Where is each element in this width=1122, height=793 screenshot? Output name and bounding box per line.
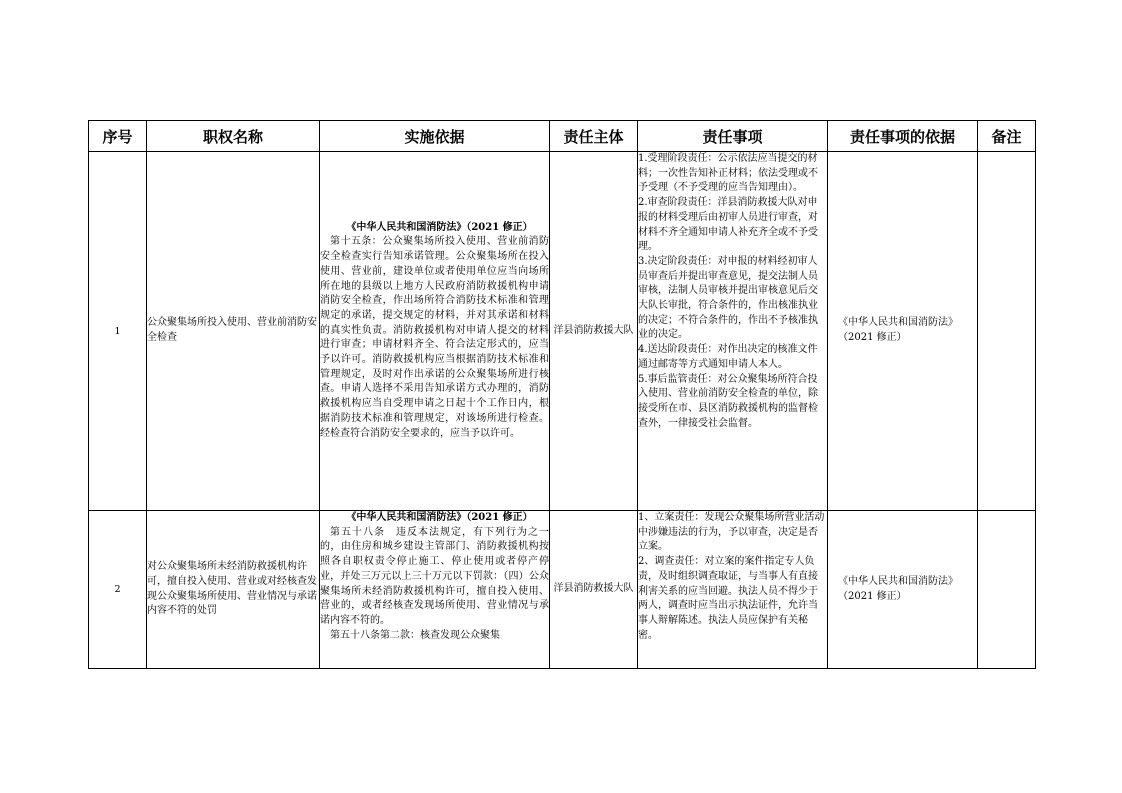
row-power-name: 对公众聚集场所未经消防救援机构许可，擅自投入使用、营业或对经核查发现公众聚集场所使用、营业情况与承诺内容不符的处罚 xyxy=(147,511,320,669)
basis-article-text: 第五十八条第二款：核查发现公众聚集 xyxy=(330,629,500,641)
header-index: 序号 xyxy=(89,121,147,152)
row-basis xyxy=(320,152,550,511)
row-note xyxy=(978,152,1036,511)
row-index: 1 xyxy=(89,152,147,511)
basis-law-title: 《中华人民共和国消防法》（2021 修正） xyxy=(346,221,533,233)
duty-item: 1、立案责任：发现公众聚集场所营业活动中涉嫌违法的行为，予以审查，决定是否立案。 xyxy=(638,512,825,553)
basis-article-text: 第五十八条 违反本法规定，有下列行为之一的，由住房和城乡建设主管部门、消防救援机构按照各自职权责令停止施工、停止使用或者停产停业，并处三万元以上三十万元以下罚款：（四）公众聚集场所未经消防救援机构许可，擅自投入使用、营业的，或者经核查发现场所使用、营业情况与承诺内容不符的。 xyxy=(320,526,549,626)
basis-law-title: 《中华人民共和国消防法》（2021 修正） xyxy=(346,512,533,523)
row-power-name: 公众聚集场所投入使用、营业前消防安全检查 xyxy=(147,152,320,511)
table-row xyxy=(89,152,1036,511)
duty-item: 1.受理阶段责任：公示依法应当提交的材料；一次性告知补正材料；依法受理或不予受理（不予受理的应当告知理由）。 xyxy=(638,153,818,194)
row-duties xyxy=(638,511,828,669)
header-subject: 责任主体 xyxy=(550,121,638,152)
row-duty-basis: 《中华人民共和国消防法》（2021 修正） xyxy=(828,152,978,511)
duty-item: 2.审查阶段责任：洋县消防救援大队对申报的材料受理后由初审人员进行审查，对材料不齐全通知申请人补充齐全或不予受理。 xyxy=(638,197,818,253)
header-row xyxy=(89,121,1036,152)
header-note: 备注 xyxy=(978,121,1036,152)
responsibility-table xyxy=(88,120,1036,669)
header-power-name: 职权名称 xyxy=(147,121,320,152)
row-subject: 洋县消防救援大队 xyxy=(550,152,638,511)
header-duties: 责任事项 xyxy=(638,121,828,152)
row-subject: 洋县消防救援大队 xyxy=(550,511,638,669)
duty-item: 5.事后监管责任：对公众聚集场所符合投入使用、营业前消防安全检查的单位，除接受所在市、县区消防救援机构的监督检查外，一律接受社会监督。 xyxy=(638,373,818,429)
row-note xyxy=(978,511,1036,669)
header-basis: 实施依据 xyxy=(320,121,550,152)
row-duties xyxy=(638,152,828,511)
row-duty-basis: 《中华人民共和国消防法》（2021 修正） xyxy=(828,511,978,669)
duty-item: 2、调查责任：对立案的案件指定专人负责，及时组织调查取证，与当事人有直接利害关系的应当回避。执法人员不得少于两人，调查时应当出示执法证件，允许当事人辩解陈述。执法人员应保护有关秘密。 xyxy=(638,556,818,641)
table-row xyxy=(89,511,1036,669)
duty-item: 3.决定阶段责任：对申报的材料经初审人员审查后并提出审查意见，提交法制人员审核，法制人员审核并提出审核意见后交大队长审批，符合条件的，作出核准执业的决定；不符合条件的，作出不予核准执业的决定。 xyxy=(638,255,818,341)
row-index: 2 xyxy=(89,511,147,669)
row-basis xyxy=(320,511,550,669)
header-duty-basis: 责任事项的依据 xyxy=(828,121,978,152)
duty-item: 4.送达阶段责任：对作出决定的核准文件通过邮寄等方式通知申请人本人。 xyxy=(638,344,818,370)
basis-article-text: 第十五条：公众聚集场所投入使用、营业前消防安全检查实行告知承诺管理。公众聚集场所在投入使用、营业前，建设单位或者使用单位应当向场所所在地的县级以上地方人民政府消防救援机构申请消防安全检查，作出场所符合消防技术标准和管理规定的承诺，提交规定的材料，并对其承诺和材料的真实性负责。消防救援机构对申请人提交的材料进行审查；申请材料齐全、符合法定形式的，应当予以许可。消防救援机构应当根据消防技术标准和管理规定，及时对作出承诺的公众聚集场所进行核查。申请人选择不采用告知承诺方式办理的，消防救援机构应当自受理申请之日起十个工作日内，根据消防技术标准和管理规定，对该场所进行检查。经检查符合消防安全要求的，应当予以许可。 xyxy=(320,236,549,439)
